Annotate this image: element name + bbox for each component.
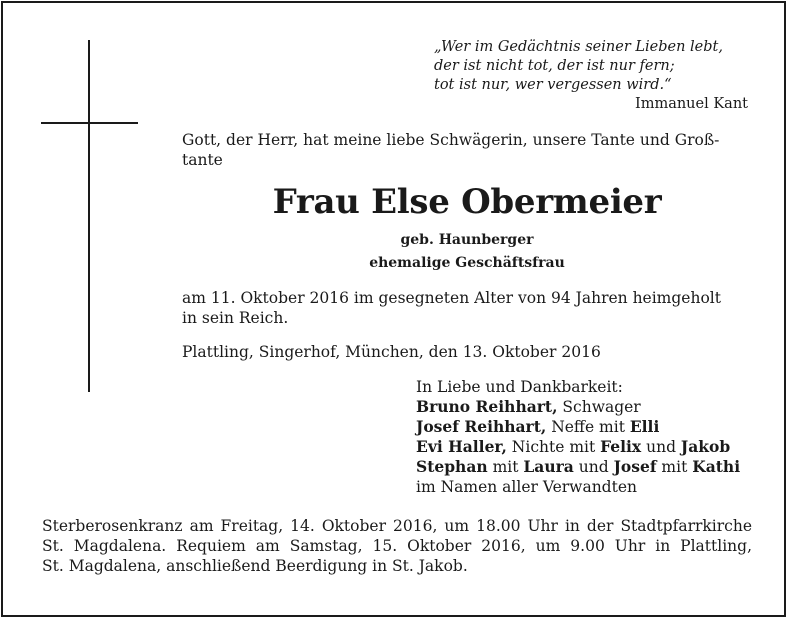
quote-line: tot ist nur, wer vergessen wird.“ <box>434 77 672 93</box>
funeral-line: St. Magdalena. Requiem am Samstag, 15. Oktober 2016, um 9.00 Uhr in Plattling, <box>42 537 752 555</box>
intro-line: tante <box>182 151 223 169</box>
mourner-name: Evi Haller, <box>416 437 507 456</box>
mourner-row <box>416 437 756 457</box>
mourners-closing: im Namen aller Verwandten <box>416 478 637 496</box>
occupation: ehemalige Geschäftsfrau <box>369 255 565 271</box>
mourner-connector: und <box>641 438 681 456</box>
mourner-connector: mit <box>656 458 693 476</box>
funeral-line: Sterberosenkranz am Freitag, 14. Oktober 2016, um 18.00 Uhr in der Stadtpfarrkirche <box>42 517 752 535</box>
quote-line: der ist nicht tot, der ist nur fern; <box>434 58 675 74</box>
birth-name: geb. Haunberger <box>400 232 534 248</box>
mourner-name: Kathi <box>692 457 741 476</box>
mourner-name: Laura <box>523 457 574 476</box>
mourner-name: Josef <box>613 457 657 476</box>
death-notice <box>182 288 752 328</box>
kant-quote <box>434 38 752 114</box>
mourner-name: Jakob <box>680 437 731 456</box>
mourner-name: Elli <box>629 417 660 436</box>
mourner-relation: Schwager <box>557 398 641 416</box>
quote-line: „Wer im Gedächtnis seiner Lieben lebt, <box>434 39 723 55</box>
mourner-name: Bruno Reihhart, <box>416 397 558 416</box>
death-line: in sein Reich. <box>182 309 289 327</box>
funeral-line: St. Magdalena, anschließend Beerdigung in St. Jakob. <box>42 557 468 575</box>
mourners-heading: In Liebe und Dankbarkeit: <box>416 378 623 396</box>
intro-line: Gott, der Herr, hat meine liebe Schwägerin, unsere Tante und Groß- <box>182 131 720 149</box>
mourners-block <box>416 377 756 497</box>
mourner-row <box>416 457 756 477</box>
cross-icon-horizontal <box>41 122 138 124</box>
cross-icon-vertical <box>88 40 90 392</box>
mourner-relation: Nichte mit <box>506 438 601 456</box>
intro-text <box>182 130 752 170</box>
place-date: Plattling, Singerhof, München, den 13. Oktober 2016 <box>182 343 601 361</box>
mourner-name: Stephan <box>416 457 488 476</box>
funeral-details <box>42 516 752 576</box>
mourner-name: Josef Reihhart, <box>416 417 547 436</box>
quote-author: Immanuel Kant <box>634 96 748 112</box>
mourner-row <box>416 417 756 437</box>
mourner-relation: Neffe mit <box>546 418 630 436</box>
mourner-connector: mit <box>487 458 524 476</box>
mourner-name: Felix <box>600 437 642 456</box>
death-line: am 11. Oktober 2016 im gesegneten Alter von 94 Jahren heimgeholt <box>182 289 721 307</box>
mourner-row <box>416 397 756 417</box>
deceased-name: Frau Else Obermeier <box>272 182 662 222</box>
mourner-connector: und <box>573 458 614 476</box>
